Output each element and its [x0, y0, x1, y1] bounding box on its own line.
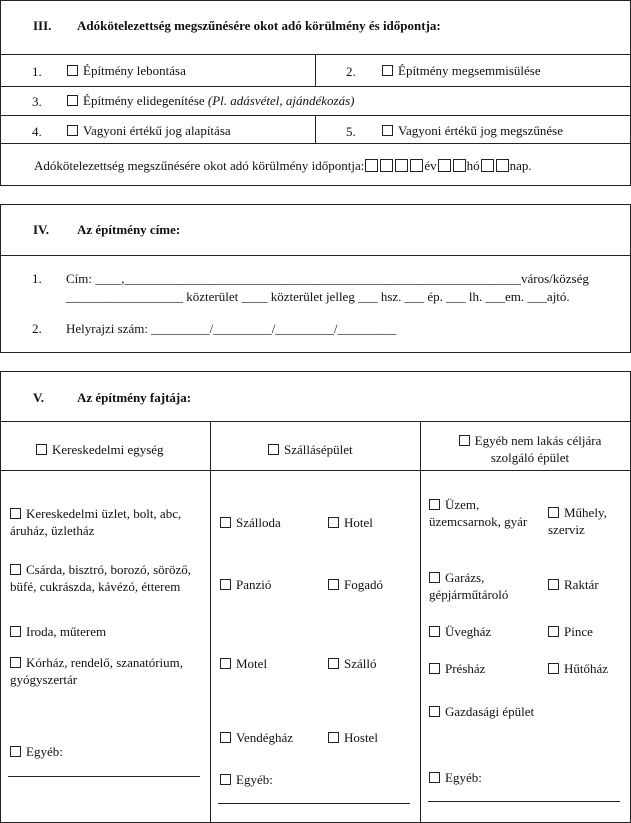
checkbox-szallo[interactable] [328, 658, 339, 669]
address-line-number: 1. [32, 271, 42, 286]
lodging-fogado[interactable]: Fogadó [328, 576, 383, 593]
commercial-shop[interactable]: Kereskedelmi üzlet, bolt, abc, áruház, üzletház [10, 506, 182, 538]
checkbox-preshaz[interactable] [429, 663, 440, 674]
year-digit-4[interactable] [410, 159, 423, 172]
section-3-number: III. [33, 18, 52, 33]
commercial-other-line[interactable] [8, 776, 200, 777]
item-5-checkbox-row[interactable] [382, 122, 563, 139]
month-digit-2[interactable] [453, 159, 466, 172]
checkbox-lodging-other[interactable] [220, 774, 231, 785]
lodging-panzio[interactable]: Panzió [220, 576, 271, 593]
checkbox-garazs[interactable] [429, 572, 440, 583]
year-digit-2[interactable] [380, 159, 393, 172]
checkbox-szalloda[interactable] [220, 517, 231, 528]
item-3-number: 3. [32, 94, 42, 109]
checkbox-right-terminate[interactable] [382, 125, 393, 136]
checkbox-panzio[interactable] [220, 579, 231, 590]
item-4-label: Vagyoni értékű jog alapítása [83, 123, 231, 138]
checkbox-gazdasagi[interactable] [429, 706, 440, 717]
date-label: Adókötelezettség megszűnésére okot adó körülmény időpontja: [34, 158, 365, 173]
other-gazdasagi[interactable]: Gazdasági épület [429, 703, 539, 720]
section-4-number: IV. [33, 222, 50, 237]
item-3-note: (Pl. adásvétel, ajándékozás) [207, 93, 355, 108]
checkbox-motel[interactable] [220, 658, 231, 669]
other-egyeb-line[interactable] [428, 801, 620, 802]
checkbox-fogado[interactable] [328, 579, 339, 590]
col-lodging-header[interactable]: Szállásépület [268, 441, 353, 458]
lodging-other[interactable]: Egyéb: [220, 771, 273, 788]
section-5-number: V. [33, 390, 44, 405]
month-digit-1[interactable] [438, 159, 451, 172]
checkbox-muhely[interactable] [548, 507, 559, 518]
item-3-label: Építmény elidegenítése [83, 93, 205, 108]
checkbox-hotel[interactable] [328, 517, 339, 528]
checkbox-right-establish[interactable] [67, 125, 78, 136]
item-5-number: 5. [346, 124, 356, 139]
item-2-number: 2. [346, 64, 356, 79]
lodging-szalloda[interactable]: Szálloda [220, 514, 281, 531]
section-3-title: Adókötelezettség megszűnésére okot adó körülmény és időpontja: [77, 18, 441, 33]
other-hutohaz[interactable]: Hűtőház [548, 660, 608, 677]
year-digit-3[interactable] [395, 159, 408, 172]
checkbox-commercial-other[interactable] [10, 746, 21, 757]
checkbox-uzem[interactable] [429, 499, 440, 510]
item-1-number: 1. [32, 64, 42, 79]
year-label: év [424, 158, 437, 173]
item-1-checkbox-row[interactable] [67, 62, 186, 79]
lodging-hostel[interactable]: Hostel [328, 729, 378, 746]
day-label: nap. [509, 158, 532, 173]
other-muhely[interactable]: Műhely, szerviz [548, 505, 607, 537]
checkbox-alienation[interactable] [67, 95, 78, 106]
col-other-header[interactable]: Egyéb nem lakás céljára szolgáló épület [440, 432, 620, 466]
item-2-checkbox-row[interactable] [382, 62, 541, 79]
commercial-other[interactable]: Egyéb: [10, 743, 205, 760]
checkbox-vendeghaz[interactable] [220, 732, 231, 743]
other-uzem[interactable]: Üzem, üzemcsarnok, gyár [429, 497, 528, 529]
year-digit-1[interactable] [365, 159, 378, 172]
checkbox-commercial[interactable] [36, 444, 47, 455]
lodging-hotel[interactable]: Hotel [328, 514, 373, 531]
checkbox-other-building[interactable] [459, 435, 470, 446]
lodging-vendeghaz[interactable]: Vendégház [220, 729, 293, 746]
date-row [34, 157, 532, 174]
item-2-label: Építmény megsemmisülése [398, 63, 541, 78]
day-digit-1[interactable] [481, 159, 494, 172]
day-digit-2[interactable] [496, 159, 509, 172]
section-5-title: Az építmény fajtája: [77, 390, 192, 405]
item-4-checkbox-row[interactable] [67, 122, 231, 139]
commercial-hospital[interactable]: Kórház, rendelő, szanatórium, gyógyszertár [10, 655, 184, 687]
checkbox-office[interactable] [10, 626, 21, 637]
checkbox-hutohaz[interactable] [548, 663, 559, 674]
address-line-2[interactable]: __________________ közterület ____ közterület jelleg ___ hsz. ___ ép. ___ lh. ___em. ___ajtó. [66, 289, 570, 304]
lodging-other-line[interactable] [218, 803, 410, 804]
other-pince[interactable]: Pince [548, 623, 593, 640]
address-line-1[interactable]: Cím: ____,_____________________________________________________________város/község [66, 271, 589, 286]
parcel-number-label: 2. [32, 321, 42, 336]
other-preshaz[interactable]: Présház [429, 660, 485, 677]
other-garazs[interactable]: Garázs, gépjárműtároló [429, 570, 509, 602]
checkbox-shop[interactable] [10, 508, 21, 519]
item-4-number: 4. [32, 124, 42, 139]
section-4-title: Az építmény címe: [77, 222, 181, 237]
item-1-label: Építmény lebontása [83, 63, 186, 78]
checkbox-lodging[interactable] [268, 444, 279, 455]
parcel-number-field[interactable]: Helyrajzi szám: _________/_________/_________/_________ [66, 321, 397, 336]
checkbox-uveghaz[interactable] [429, 626, 440, 637]
item-5-label: Vagyoni értékű jog megszűnése [398, 123, 563, 138]
checkbox-restaurant[interactable] [10, 564, 21, 575]
other-raktar[interactable]: Raktár [548, 576, 599, 593]
commercial-restaurant[interactable]: Csárda, bisztró, borozó, söröző, büfé, cukrászda, kávézó, étterem [10, 562, 191, 594]
col-commercial-header[interactable]: Kereskedelmi egység [36, 441, 164, 458]
other-egyeb[interactable]: Egyéb: [429, 769, 482, 786]
checkbox-raktar[interactable] [548, 579, 559, 590]
checkbox-demolition[interactable] [67, 65, 78, 76]
month-label: hó [466, 158, 480, 173]
checkbox-pince[interactable] [548, 626, 559, 637]
checkbox-other-egyeb[interactable] [429, 772, 440, 783]
item-3-checkbox-row[interactable] [67, 92, 354, 109]
checkbox-hospital[interactable] [10, 657, 21, 668]
checkbox-destruction[interactable] [382, 65, 393, 76]
commercial-office[interactable]: Iroda, műterem [10, 623, 205, 640]
other-uveghaz[interactable]: Üveghá​z [429, 623, 491, 640]
lodging-szallo[interactable]: Szálló [328, 655, 377, 672]
lodging-motel[interactable]: Motel [220, 655, 267, 672]
checkbox-hostel[interactable] [328, 732, 339, 743]
